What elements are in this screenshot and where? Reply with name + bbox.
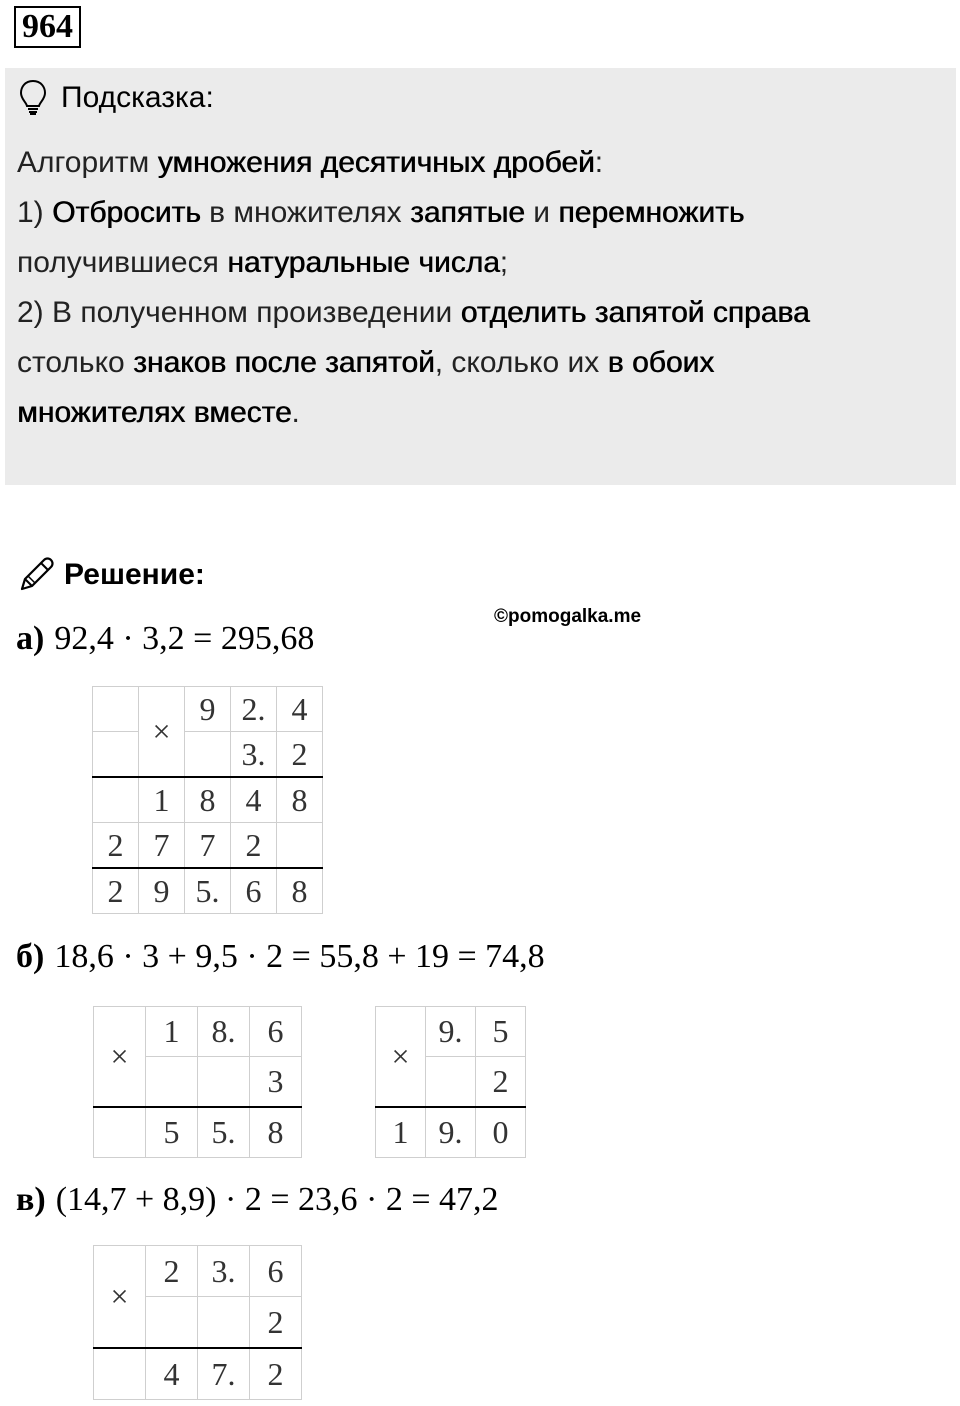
digit-cell: 2 (93, 868, 139, 914)
digit-cell: 8 (277, 868, 323, 914)
table-row (93, 732, 323, 778)
table-row (94, 1246, 302, 1297)
multiplication-table-a (92, 686, 323, 914)
multiply-sign: × (139, 687, 185, 778)
hint-box (5, 68, 956, 485)
hint-text-segment: столько (17, 346, 134, 379)
equation-label: в) (16, 1181, 46, 1218)
digit-cell: 7. (198, 1348, 250, 1400)
equation-expression: (14,7 + 8,9) · 2 = 23,6 · 2 = 47,2 (55, 1181, 499, 1218)
digit-cell (93, 777, 139, 823)
hint-header (19, 78, 214, 118)
table-row (93, 687, 323, 732)
digit-cell: 9. (426, 1107, 476, 1158)
hint-text-segment: 1) (17, 196, 53, 229)
solution-header (16, 553, 205, 597)
hint-text-segment: . (291, 396, 300, 429)
equation-a (16, 620, 314, 658)
hint-text-segment: 2) В полученном произведении (17, 296, 461, 329)
digit-cell: 1 (376, 1107, 426, 1158)
digit-cell: 5. (198, 1107, 250, 1158)
multiplication-table-v (93, 1245, 302, 1400)
hint-line (17, 388, 937, 438)
table-row (93, 777, 323, 823)
digit-cell: 1 (139, 777, 185, 823)
digit-cell: 2 (476, 1057, 526, 1108)
table-row (94, 1007, 302, 1057)
equation-expression: 18,6 · 3 + 9,5 · 2 = 55,8 + 19 = 74,8 (54, 938, 545, 975)
equation-label: а) (16, 620, 45, 657)
digit-cell: 6 (231, 868, 277, 914)
digit-cell: 2 (93, 823, 139, 869)
digit-cell (277, 823, 323, 869)
hint-text-segment: ; (499, 246, 509, 279)
multiply-sign: × (94, 1246, 146, 1349)
hint-bold-text: Отбросить (52, 196, 201, 229)
table-row (376, 1007, 526, 1057)
table-row (94, 1348, 302, 1400)
multiplication-table-b1 (93, 1006, 302, 1158)
digit-cell: 3 (250, 1057, 302, 1108)
digit-cell: 2 (250, 1297, 302, 1349)
digit-cell: 9. (426, 1007, 476, 1057)
digit-cell: 2 (146, 1246, 198, 1297)
digit-cell: 8 (185, 777, 231, 823)
digit-cell (94, 1348, 146, 1400)
digit-cell (146, 1057, 198, 1108)
digit-cell: 5 (146, 1107, 198, 1158)
digit-cell: 7 (139, 823, 185, 869)
hint-text-segment: в множителях (200, 196, 410, 229)
digit-cell: 2 (250, 1348, 302, 1400)
table-row (93, 823, 323, 869)
hint-bold-text: отделить запятой справа (460, 296, 810, 329)
hint-text-segment: , сколько их (434, 346, 608, 379)
hint-bold-text: множителях вместе (17, 396, 292, 429)
digit-cell (426, 1057, 476, 1108)
digit-cell: 3. (198, 1246, 250, 1297)
digit-cell: 1 (146, 1007, 198, 1057)
solution-title: Решение: (64, 558, 205, 591)
table-row (94, 1107, 302, 1158)
digit-cell: 2. (231, 687, 277, 732)
digit-cell (93, 732, 139, 778)
equation-label: б) (16, 938, 45, 975)
table-row (93, 868, 323, 914)
hint-line (17, 188, 937, 238)
equation-expression: 92,4 · 3,2 = 295,68 (54, 620, 315, 657)
hint-bold-text: перемножить (558, 196, 745, 229)
hint-title: Подсказка: (61, 81, 214, 114)
hint-bold-text: натуральные числа (227, 246, 500, 279)
hint-line (17, 288, 937, 338)
digit-cell: 7 (185, 823, 231, 869)
hint-text-segment: и (524, 196, 559, 229)
digit-cell (198, 1297, 250, 1349)
table-row (376, 1107, 526, 1158)
digit-cell: 9 (139, 868, 185, 914)
pencil-icon (16, 555, 56, 595)
hint-bold-text: умножения десятичных дробей (157, 146, 595, 179)
digit-cell: 8 (250, 1107, 302, 1158)
digit-cell (94, 1107, 146, 1158)
digit-cell: 8 (277, 777, 323, 823)
multiply-sign: × (376, 1007, 426, 1108)
digit-cell (146, 1297, 198, 1349)
hint-text-segment: получившиеся (17, 246, 228, 279)
digit-cell: 0 (476, 1107, 526, 1158)
hint-text-segment: : (594, 146, 604, 179)
digit-cell: 4 (277, 687, 323, 732)
lightbulb-icon (19, 79, 47, 117)
multiply-sign: × (94, 1007, 146, 1108)
digit-cell: 4 (146, 1348, 198, 1400)
multiplication-table-b2 (375, 1006, 526, 1158)
hint-bold-text: знаков после запятой (133, 346, 435, 379)
digit-cell: 5. (185, 868, 231, 914)
digit-cell: 2 (231, 823, 277, 869)
equation-b (16, 938, 545, 976)
digit-cell: 9 (185, 687, 231, 732)
digit-cell: 2 (277, 732, 323, 778)
hint-text-segment: Алгоритм (17, 146, 158, 179)
hint-bold-text: в обоих (607, 346, 715, 379)
digit-cell (198, 1057, 250, 1108)
digit-cell: 6 (250, 1246, 302, 1297)
equation-v (16, 1181, 499, 1219)
hint-line (17, 138, 937, 188)
hint-line (17, 238, 937, 288)
digit-cell: 4 (231, 777, 277, 823)
digit-cell (185, 732, 231, 778)
hint-bold-text: запятые (409, 196, 525, 229)
digit-cell (93, 687, 139, 732)
watermark: ©pomogalka.me (494, 606, 642, 627)
digit-cell: 3. (231, 732, 277, 778)
digit-cell: 5 (476, 1007, 526, 1057)
problem-number: 964 (14, 6, 81, 48)
digit-cell: 6 (250, 1007, 302, 1057)
hint-text (17, 138, 937, 438)
digit-cell: 8. (198, 1007, 250, 1057)
hint-line (17, 338, 937, 388)
